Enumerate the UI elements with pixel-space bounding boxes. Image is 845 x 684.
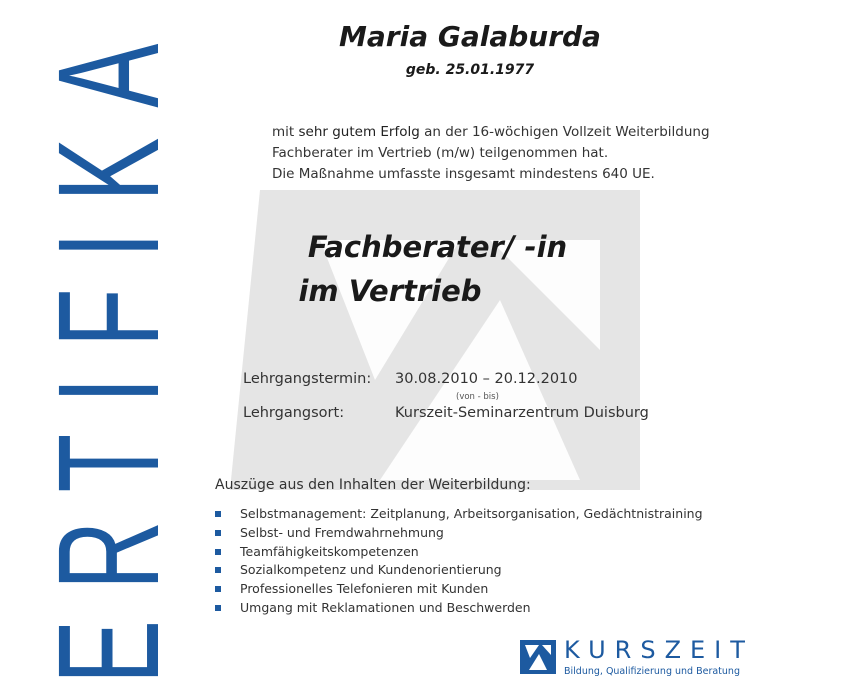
bullet-icon [215,567,221,573]
intro-line-2: Fachberater im Vertrieb (m/w) teilgenommen hat. [272,145,609,161]
kurszeit-mark-icon [520,640,556,674]
course-title-line-1: Fachberater/ -in [307,230,568,264]
course-title-line-2: im Vertrieb [298,274,482,308]
list-item: Umgang mit Reklamationen und Beschwerden [215,599,703,618]
birth-date: geb. 25.01.1977 [405,62,535,78]
course-dates-label: Lehrgangstermin: [243,371,372,387]
bullet-icon [215,549,221,555]
recipient-name: Maria Galaburda [339,20,601,53]
course-location-label: Lehrgangsort: [243,405,345,421]
course-title [0,225,845,313]
list-item: Selbstmanagement: Zeitplanung, Arbeitsorganisation, Gedächtnistraining [215,505,703,524]
intro-line-3: Die Maßnahme umfasste insgesamt mindestens 640 UE. [272,166,655,182]
course-location [243,405,649,421]
course-dates-value: 30.08.2010 – 20.12.2010 [395,371,578,387]
course-dates-note: (von - bis) [456,392,499,402]
contents-heading: Auszüge aus den Inhalten der Weiterbildung: [215,477,531,493]
bullet-icon [215,586,221,592]
list-item: Professionelles Telefonieren mit Kunden [215,580,703,599]
bullet-icon [215,530,221,536]
course-location-value: Kurszeit-Seminarzentrum Duisburg [395,405,649,421]
contents-list [215,505,703,618]
list-item: Selbst- und Fremdwahrnehmung [215,524,703,543]
logo-tagline: Bildung, Qualifizierung und Beratung [564,666,740,677]
intro-line-1: mit sehr gutem Erfolg an der 16-wöchigen Vollzeit Weiterbildung [272,124,710,140]
logo-brand: KURSZEIT [564,636,754,664]
list-item: Sozialkompetenz und Kundenorientierung [215,561,703,580]
vertical-title: ERTIFIKA [29,13,190,684]
course-dates [243,371,578,387]
bullet-icon [215,511,221,517]
intro-emphasis: sehr gutem Erfolg [298,124,420,140]
intro-text [272,122,710,185]
bullet-icon [215,605,221,611]
list-item: Teamfähigkeitskompetenzen [215,543,703,562]
watermark-logo [200,150,670,510]
